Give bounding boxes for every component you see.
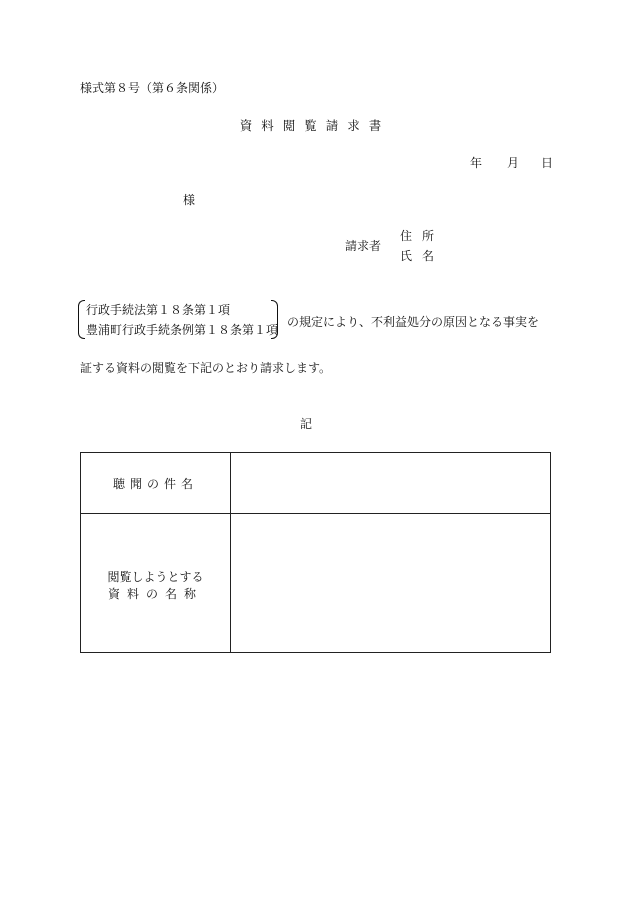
materials-label-line-2: 資料の名称 [107, 587, 203, 602]
law-option-2: 豊浦町行政手続条例第１８条第１項 [86, 323, 279, 337]
body-text-line-1: の規定により、不利益処分の原因となる事実を [287, 315, 540, 329]
date-year-label: 年 [470, 156, 483, 170]
date-day-label: 日 [541, 156, 554, 170]
body-text-line-2: 証する資料の閲覧を下記のとおり請求します。 [80, 361, 332, 375]
materials-name-field[interactable] [231, 514, 550, 652]
hearing-title-label: 聴聞の件名 [112, 477, 198, 491]
law-option-1: 行政手続法第１８条第１項 [86, 303, 231, 317]
address-label: 住所 [400, 229, 445, 243]
document-title: 資料閲覧請求書 [239, 118, 391, 133]
addressee-honorific: 様 [183, 193, 196, 207]
hearing-title-field[interactable] [231, 453, 550, 513]
form-number: 様式第８号（第６条関係） [80, 81, 225, 95]
name-label: 氏名 [400, 249, 445, 263]
ki-heading: 記 [300, 417, 313, 431]
date-month-label: 月 [507, 156, 520, 170]
requester-label: 請求者 [345, 239, 382, 253]
left-bracket [78, 300, 85, 339]
materials-label-line-1: 閲覧しようとする [107, 570, 204, 584]
materials-name-label [81, 569, 230, 604]
request-items-table [80, 452, 551, 653]
